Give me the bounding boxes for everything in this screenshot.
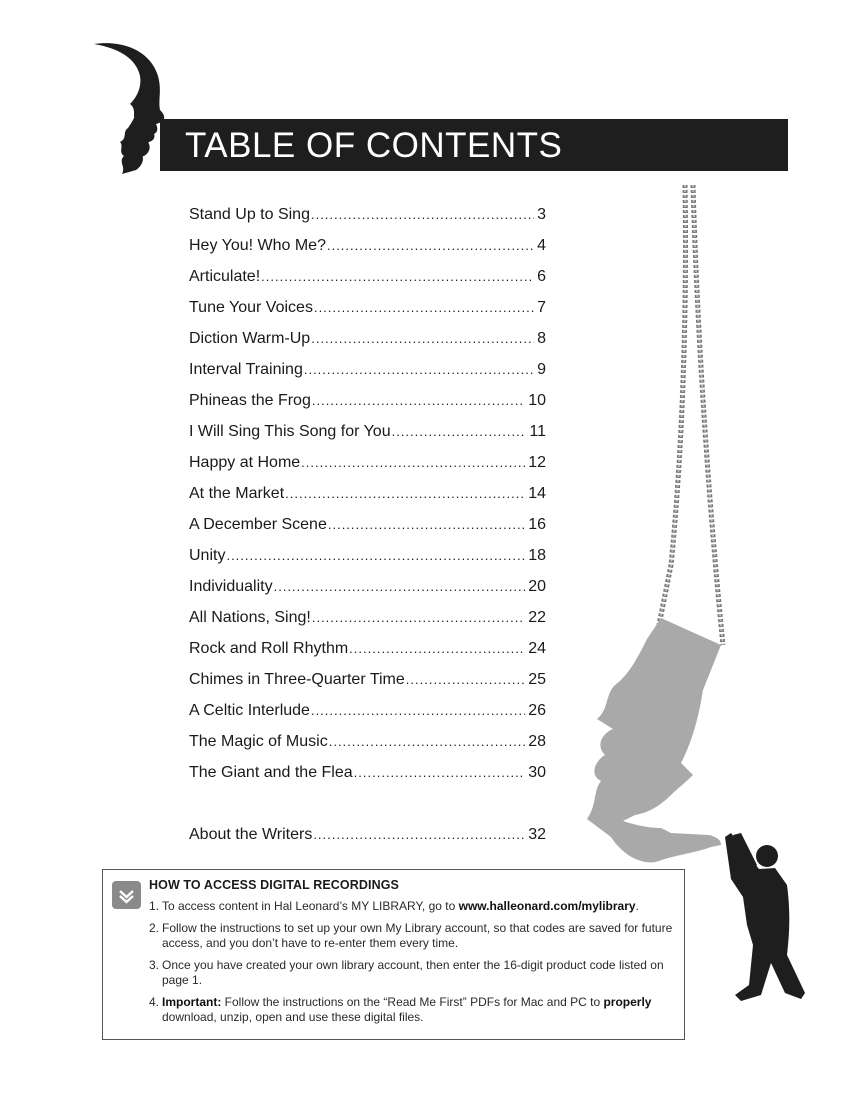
- toc-page: 25: [528, 671, 546, 688]
- toc-page: 8: [537, 330, 546, 347]
- instruction-item: 1. To access content in Hal Leonard’s MY LIBRARY, go to www.halleonard.com/mylibrary.: [149, 899, 639, 913]
- toc-entry[interactable]: [189, 296, 546, 327]
- toc-entry[interactable]: [189, 327, 546, 358]
- toc-page: 22: [528, 609, 546, 626]
- toc-entry[interactable]: [189, 420, 546, 451]
- table-of-contents: [189, 203, 546, 854]
- toc-entry[interactable]: [189, 513, 546, 544]
- chain-right-icon: [693, 185, 723, 645]
- toc-page: 10: [528, 392, 546, 409]
- toc-title: Interval Training: [189, 361, 303, 378]
- toc-title: A Celtic Interlude: [189, 702, 310, 719]
- box-heading: HOW TO ACCESS DIGITAL RECORDINGS: [149, 878, 399, 892]
- toc-page: 3: [537, 206, 546, 223]
- digital-recordings-box: [102, 869, 685, 1040]
- chain-left-icon: [659, 185, 685, 625]
- toc-page: 26: [528, 702, 546, 719]
- toc-title: Stand Up to Sing: [189, 206, 310, 223]
- download-icon: [112, 881, 141, 909]
- toc-page: 9: [537, 361, 546, 378]
- toc-title: Articulate!: [189, 268, 261, 285]
- toc-page: 32: [528, 826, 546, 843]
- toc-entry[interactable]: [189, 265, 546, 296]
- toc-title: I Will Sing This Song for You: [189, 423, 391, 440]
- toc-title: The Magic of Music: [189, 733, 328, 750]
- toc-entry[interactable]: [189, 575, 546, 606]
- toc-entry[interactable]: [189, 482, 546, 513]
- toc-title: Unity: [189, 547, 226, 564]
- toc-title: Diction Warm-Up: [189, 330, 311, 347]
- library-link[interactable]: www.halleonard.com/mylibrary: [458, 899, 636, 913]
- toc-title: Happy at Home: [189, 454, 301, 471]
- page-title: TABLE OF CONTENTS: [185, 126, 563, 165]
- toc-title: Hey You! Who Me?: [189, 237, 326, 254]
- instructions-list: [149, 899, 679, 1032]
- toc-entry[interactable]: [189, 637, 546, 668]
- toc-page: 4: [537, 237, 546, 254]
- toc-title: Individuality: [189, 578, 273, 595]
- singing-faces-logo-icon: [92, 40, 167, 180]
- toc-page: 18: [528, 547, 546, 564]
- toc-title: At the Market: [189, 485, 285, 502]
- toc-title: About the Writers: [189, 826, 313, 843]
- toc-page: 16: [528, 516, 546, 533]
- toc-entry[interactable]: [189, 668, 546, 699]
- toc-entry[interactable]: [189, 389, 546, 420]
- title-banner: [160, 119, 788, 171]
- toc-page: 7: [537, 299, 546, 316]
- toc-page: 28: [528, 733, 546, 750]
- toc-title: Rock and Roll Rhythm: [189, 640, 349, 657]
- instruction-item: 3. Once you have created your own library account, then enter the 16-digit product code listed on page 1.: [149, 958, 664, 987]
- toc-title: Tune Your Voices: [189, 299, 313, 316]
- toc-page: 30: [528, 764, 546, 781]
- toc-page: 6: [537, 268, 546, 285]
- toc-page: 24: [528, 640, 546, 657]
- toc-entry[interactable]: [189, 606, 546, 637]
- toc-entry[interactable]: [189, 730, 546, 761]
- toc-page: 14: [528, 485, 546, 502]
- toc-title: The Giant and the Flea: [189, 764, 353, 781]
- instruction-item: 2. Follow the instructions to set up your own My Library account, so that codes are saved for future access, and you don’t have to re-enter them every time.: [149, 921, 673, 950]
- toc-title: Phineas the Frog: [189, 392, 311, 409]
- toc-entry[interactable]: [189, 358, 546, 389]
- instruction-item: 4. Important: Follow the instructions on the “Read Me First” PDFs for Mac and PC to properly download, unzip, open and use these digital files.: [149, 995, 652, 1024]
- toc-entry-about[interactable]: [189, 823, 546, 854]
- toc-page: 20: [528, 578, 546, 595]
- toc-page: 12: [528, 454, 546, 471]
- toc-entry[interactable]: [189, 699, 546, 730]
- toc-entry[interactable]: [189, 761, 546, 792]
- toc-entry[interactable]: [189, 234, 546, 265]
- gray-face-sign-icon: [587, 618, 721, 862]
- toc-entry[interactable]: [189, 451, 546, 482]
- toc-title: All Nations, Sing!: [189, 609, 311, 626]
- toc-page: 11: [529, 423, 546, 440]
- toc-entry[interactable]: [189, 203, 546, 234]
- toc-title: A December Scene: [189, 516, 327, 533]
- man-silhouette-icon: [725, 833, 805, 1001]
- toc-title: Chimes in Three-Quarter Time: [189, 671, 405, 688]
- toc-entry[interactable]: [189, 544, 546, 575]
